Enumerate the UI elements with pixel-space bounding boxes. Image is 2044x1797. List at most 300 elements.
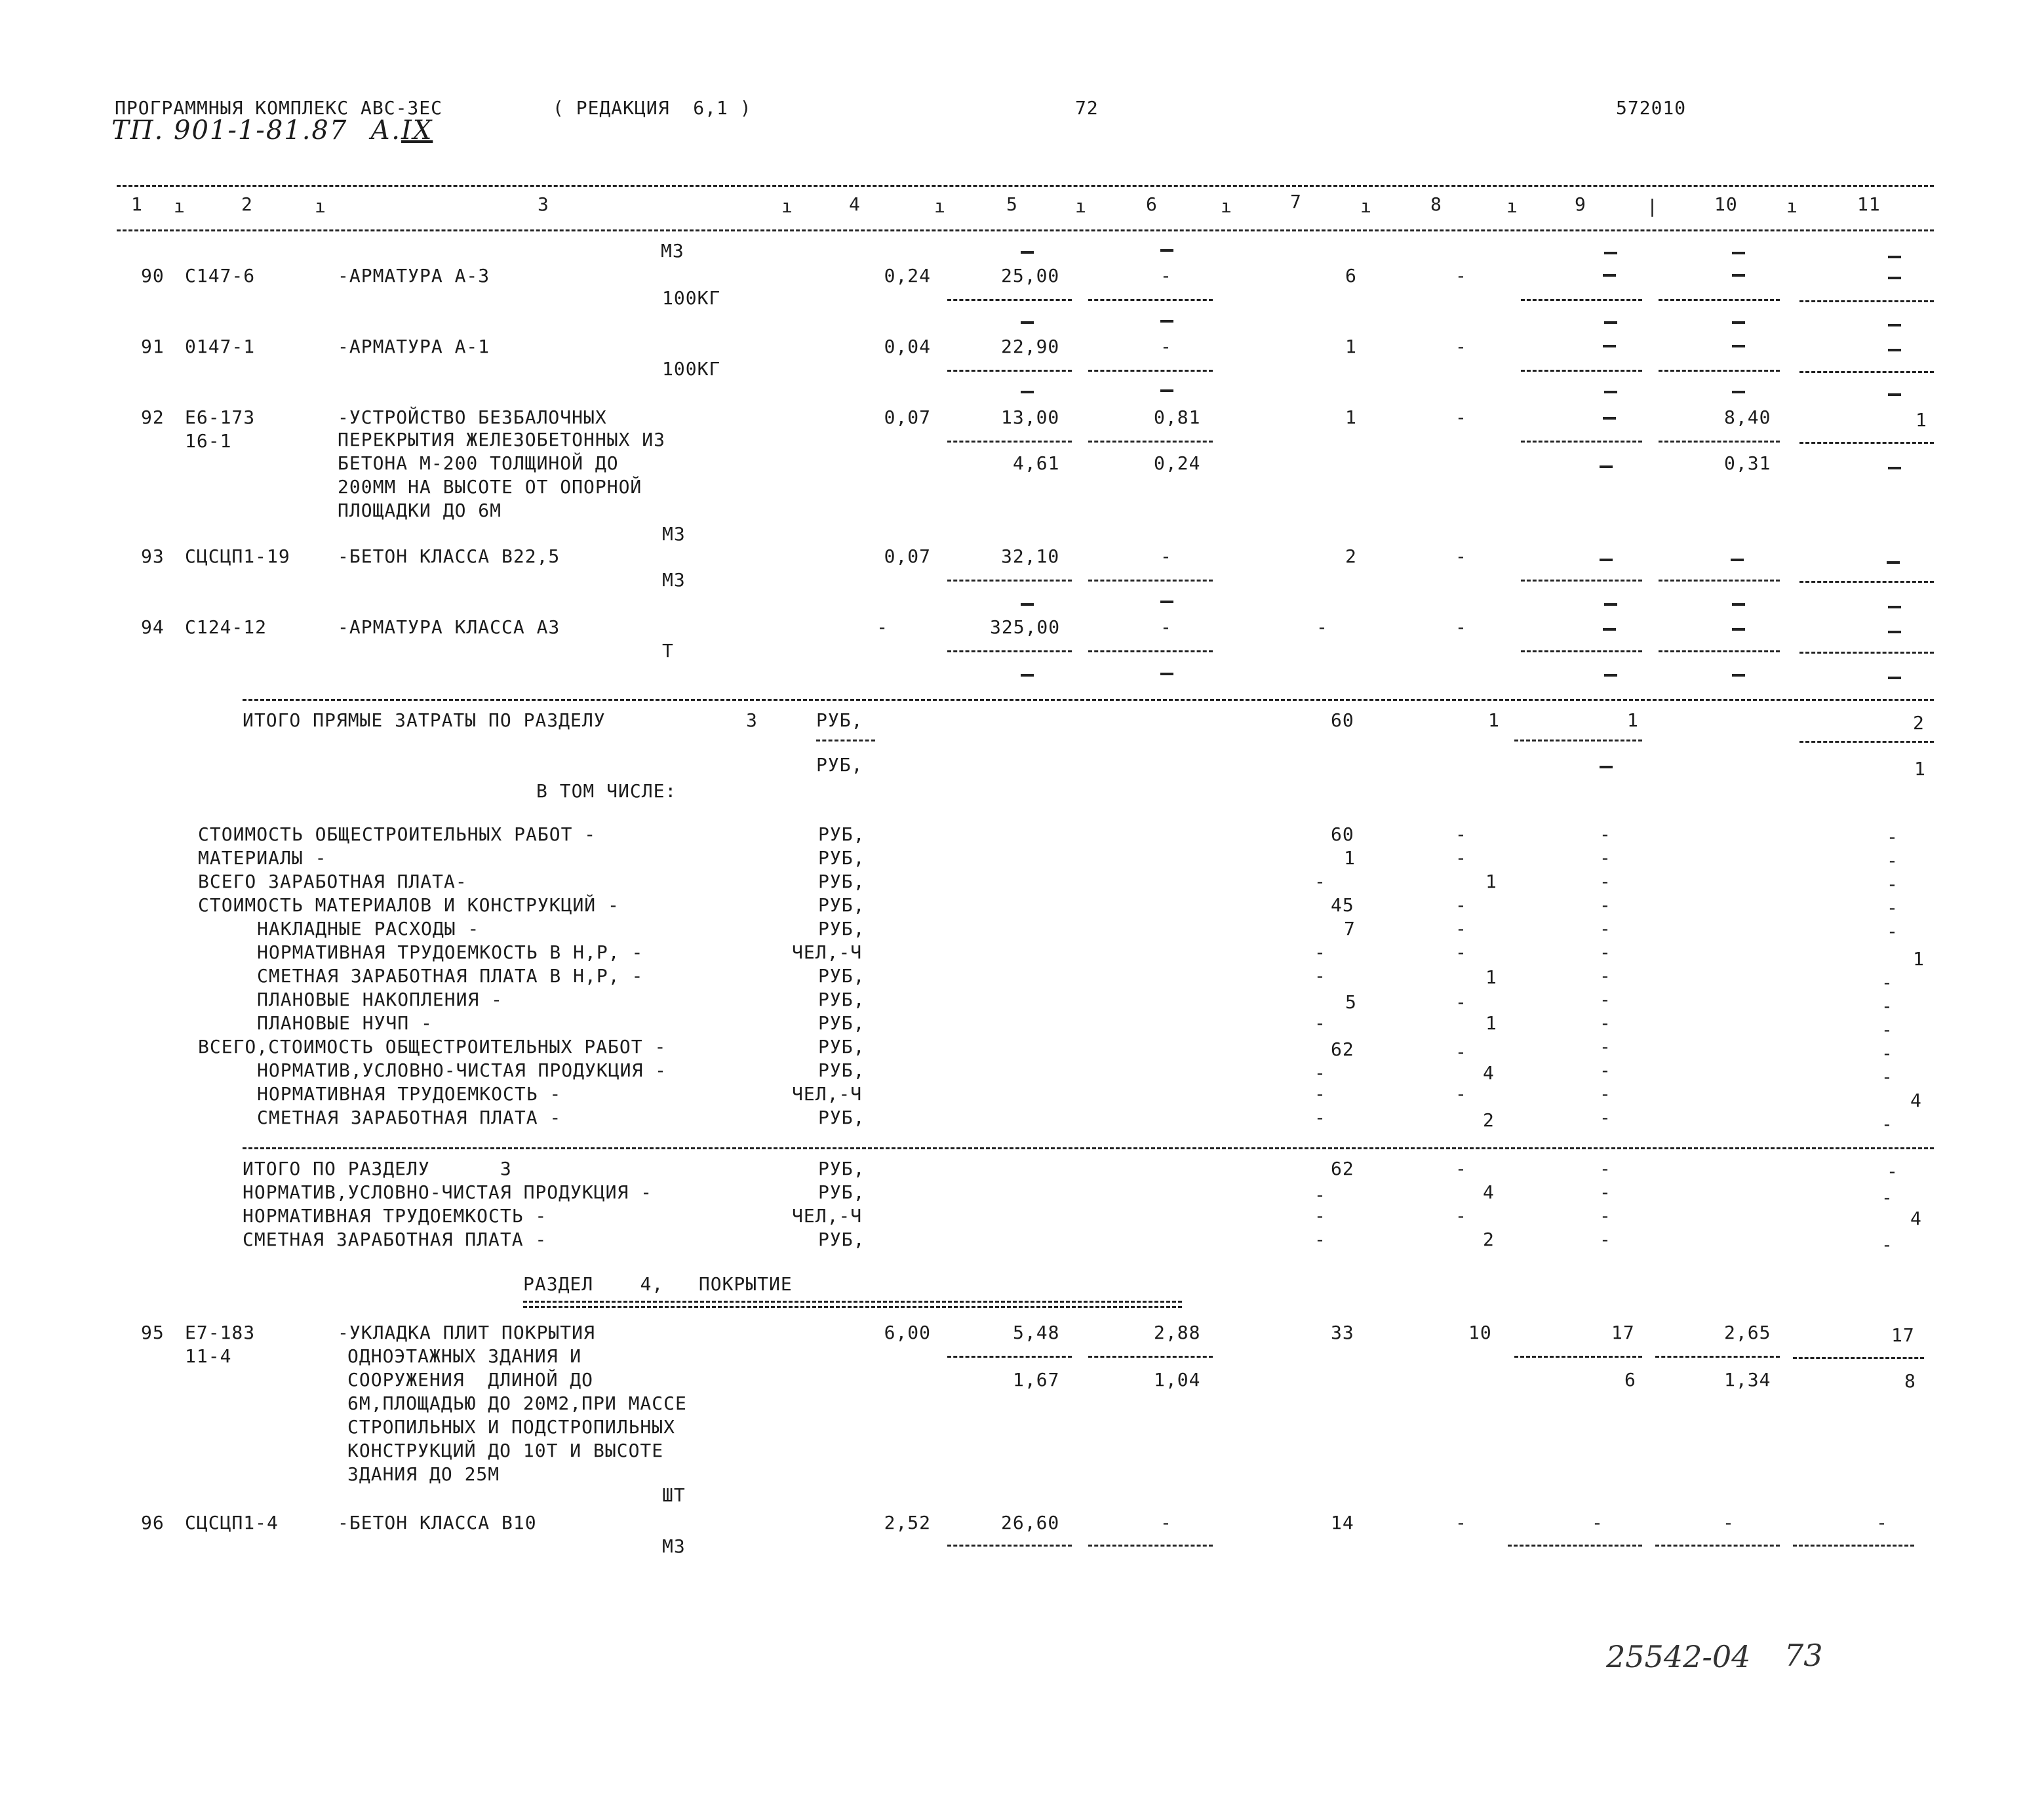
breakdown-c8: 1	[1485, 966, 1497, 988]
col-8: 8	[1430, 193, 1442, 215]
breakdown-c8: -	[1455, 941, 1467, 963]
section-total-unit: РУБ,	[818, 1158, 865, 1179]
cell-c6: 2,88	[1154, 1322, 1201, 1343]
breakdown-c7: -	[1314, 1083, 1326, 1105]
dash	[1887, 561, 1900, 564]
col-sep: ı	[1360, 195, 1372, 217]
col-sep: ı	[1075, 195, 1087, 217]
breakdown-c9: -	[1600, 941, 1611, 963]
breakdown-label: СТОИМОСТЬ ОБЩЕСТРОИТЕЛЬНЫХ РАБОТ -	[198, 823, 597, 845]
dash	[1732, 252, 1745, 254]
cell-c10-secondary: 1,34	[1724, 1369, 1771, 1391]
underline	[1659, 650, 1780, 652]
breakdown-c8: -	[1455, 1083, 1467, 1105]
section-total-c11: -	[1881, 1187, 1893, 1208]
cell-c11: 17	[1891, 1324, 1915, 1346]
underline	[1088, 1545, 1213, 1547]
row-code: С147-6	[185, 265, 256, 286]
cell-c8: -	[1455, 616, 1467, 638]
underline	[1088, 441, 1213, 443]
total-direct-c9: 1	[1627, 709, 1639, 731]
cell-c5-secondary: 1,67	[1013, 1369, 1060, 1391]
breakdown-c11: -	[1881, 1113, 1893, 1135]
section-total-label: ИТОГО ПО РАЗДЕЛУ 3	[243, 1158, 512, 1179]
underline	[1514, 740, 1642, 741]
breakdown-c11: 1	[1913, 948, 1925, 970]
dash	[1888, 277, 1901, 279]
dash	[1160, 320, 1173, 323]
underline	[1659, 299, 1780, 301]
col-3: 3	[538, 193, 549, 215]
col-1: 1	[131, 193, 143, 215]
dash	[1160, 673, 1173, 675]
col-sep: ı	[1786, 195, 1798, 217]
dash	[1888, 393, 1901, 396]
breakdown-unit: РУБ,	[818, 823, 865, 845]
section-total-rule	[243, 1147, 1934, 1149]
row-number: 91	[141, 336, 165, 357]
col-sep: |	[1647, 195, 1659, 217]
dash	[1160, 601, 1173, 603]
breakdown-c9: -	[1600, 1083, 1611, 1105]
row-name: СТРОПИЛЬНЫХ И ПОДСТРОПИЛЬНЫХ	[347, 1416, 676, 1438]
underline	[947, 299, 1072, 301]
underline	[1521, 299, 1642, 301]
dash	[1888, 256, 1901, 258]
section-title: РАЗДЕЛ 4, ПОКРЫТИЕ	[523, 1273, 793, 1295]
breakdown-unit: РУБ,	[818, 918, 865, 939]
section-total-c9: -	[1600, 1158, 1611, 1179]
underline	[1793, 1545, 1914, 1547]
breakdown-label: ВСЕГО,СТОИМОСТЬ ОБЩЕСТРОИТЕЛЬНЫХ РАБОТ -	[198, 1036, 667, 1057]
dash	[1021, 391, 1034, 393]
row-number: 92	[141, 406, 165, 428]
breakdown-label: НОРМАТИВНАЯ ТРУДОЕМКОСТЬ В Н,Р, -	[257, 941, 644, 963]
row-code: СЦСЦП1-4	[185, 1512, 279, 1533]
row-name: 6М,ПЛОЩАДЬЮ ДО 20М2,ПРИ МАССЕ	[347, 1392, 687, 1414]
cell-c5: 25,00	[1001, 265, 1060, 286]
cell-c8: -	[1455, 265, 1467, 286]
row-number: 95	[141, 1322, 165, 1343]
underline	[1799, 442, 1934, 444]
breakdown-label: СМЕТНАЯ ЗАРАБОТНАЯ ПЛАТА -	[257, 1107, 562, 1128]
breakdown-c7: -	[1314, 941, 1326, 963]
document-code: 572010	[1616, 97, 1687, 119]
album-letter: А.	[370, 115, 402, 146]
cell-c9: -	[1592, 1512, 1603, 1533]
breakdown-label: НОРМАТИВ,УСЛОВНО-ЧИСТАЯ ПРОДУКЦИЯ -	[257, 1059, 667, 1081]
col-11: 11	[1857, 193, 1881, 215]
breakdown-c8: 2	[1483, 1109, 1495, 1131]
underline	[1521, 580, 1642, 582]
section-total-c8: -	[1455, 1158, 1467, 1179]
row-name: -УСТРОЙСТВО БЕЗБАЛОЧНЫХ	[338, 406, 607, 428]
row-name: ЗДАНИЯ ДО 25М	[347, 1463, 500, 1485]
breakdown-c11: -	[1881, 972, 1893, 993]
breakdown-c7: -	[1314, 871, 1326, 892]
underline	[1659, 441, 1780, 443]
dash	[1021, 321, 1034, 324]
dash	[1732, 674, 1745, 677]
breakdown-c9: -	[1600, 847, 1611, 869]
breakdown-c8: -	[1455, 847, 1467, 869]
underline	[947, 650, 1072, 652]
cell-c5: 22,90	[1001, 336, 1060, 357]
row-unit: М3	[662, 523, 686, 545]
cell-c4: 0,04	[884, 336, 931, 357]
cell-c8: -	[1455, 406, 1467, 428]
dash	[1160, 389, 1173, 392]
underline	[1659, 580, 1780, 582]
breakdown-c8: -	[1455, 894, 1467, 916]
cell-c7: 1	[1345, 406, 1357, 428]
breakdown-c7: -	[1314, 1012, 1326, 1034]
cell-c5: 325,00	[990, 616, 1061, 638]
dash	[1603, 417, 1616, 420]
section-total-unit: РУБ,	[818, 1229, 865, 1250]
cell-c11: -	[1876, 1512, 1888, 1533]
underline	[947, 370, 1072, 372]
underline	[1659, 370, 1780, 372]
handwritten-archive-number: 25542-04	[1606, 1639, 1751, 1674]
cell-c6: 0,81	[1154, 406, 1201, 428]
section-total-c7: -	[1314, 1229, 1326, 1250]
page-number: 72	[1075, 97, 1099, 119]
breakdown-label: ВСЕГО ЗАРАБОТНАЯ ПЛАТА-	[198, 871, 467, 892]
total-direct-c11: 2	[1913, 712, 1925, 734]
underline	[1514, 1356, 1642, 1358]
col-2: 2	[241, 193, 253, 215]
dash	[1888, 349, 1901, 351]
section-total-c11: 4	[1910, 1208, 1922, 1229]
row-unit: 100КГ	[662, 358, 721, 380]
underline	[1799, 741, 1934, 743]
underline	[1088, 650, 1213, 652]
dash	[1732, 345, 1745, 347]
dash	[1888, 677, 1901, 679]
col-sep: ı	[174, 195, 186, 217]
breakdown-c11: -	[1887, 850, 1898, 871]
total-direct-c8: 1	[1488, 709, 1500, 731]
underline	[947, 441, 1072, 443]
row-name: -УКЛАДКА ПЛИТ ПОКРЫТИЯ	[338, 1322, 595, 1343]
dash	[1731, 559, 1744, 561]
cell-c8: 10	[1468, 1322, 1492, 1343]
header-bottom-rule	[117, 229, 1934, 231]
cell-c6: -	[1160, 336, 1172, 357]
dash	[1732, 391, 1745, 393]
dash	[1603, 345, 1616, 347]
dash	[1603, 628, 1616, 631]
cell-c6: -	[1160, 545, 1172, 567]
breakdown-c9: -	[1600, 871, 1611, 892]
row-name: ПЕРЕКРЫТИЯ ЖЕЛЕЗОБЕТОННЫХ ИЗ	[338, 429, 666, 450]
total-direct-c7: 60	[1331, 709, 1354, 731]
row-name: ОДНОЭТАЖНЫХ ЗДАНИЯ И	[347, 1345, 582, 1367]
breakdown-c7: 60	[1331, 823, 1354, 845]
cell-c5: 5,48	[1013, 1322, 1060, 1343]
breakdown-c11: 4	[1910, 1090, 1922, 1111]
cell-c7: 1	[1345, 336, 1357, 357]
cell-c4: 0,07	[884, 406, 931, 428]
breakdown-c9: -	[1600, 823, 1611, 845]
col-sep: ı	[1506, 195, 1518, 217]
handwritten-album	[370, 115, 433, 146]
underline	[1799, 581, 1934, 583]
breakdown-label: ПЛАНОВЫЕ НУЧП -	[257, 1012, 433, 1034]
breakdown-c9: -	[1600, 894, 1611, 916]
row-number: 96	[141, 1512, 165, 1533]
breakdown-c11: -	[1887, 873, 1898, 895]
breakdown-c11: -	[1887, 897, 1898, 918]
dash	[1888, 606, 1901, 608]
col-sep: ı	[1221, 195, 1232, 217]
dash	[1604, 674, 1617, 677]
cell-c5-secondary: 4,61	[1013, 452, 1060, 474]
cell-c10: 2,65	[1724, 1322, 1771, 1343]
dash	[1600, 559, 1613, 561]
cell-c11: 1	[1916, 409, 1927, 431]
dash	[1732, 321, 1745, 324]
row-unit: 100КГ	[662, 287, 721, 309]
col-5: 5	[1006, 193, 1018, 215]
dash	[1888, 467, 1901, 469]
cell-c9: 17	[1611, 1322, 1635, 1343]
underline	[1655, 1356, 1780, 1358]
section-total-c8: -	[1455, 1205, 1467, 1227]
row-number: 93	[141, 545, 165, 567]
cell-c8: -	[1455, 336, 1467, 357]
section-total-c11: -	[1887, 1160, 1898, 1182]
breakdown-c9: -	[1600, 965, 1611, 987]
total-direct-label: ИТОГО ПРЯМЫЕ ЗАТРАТЫ ПО РАЗДЕЛУ	[243, 709, 606, 731]
breakdown-label: ПЛАНОВЫЕ НАКОПЛЕНИЯ -	[257, 989, 503, 1010]
section-total-c7: 62	[1331, 1158, 1354, 1179]
breakdown-unit: РУБ,	[818, 871, 865, 892]
breakdown-unit: ЧЕЛ,-Ч	[792, 1083, 863, 1105]
handwritten-project-ref: ТП. 901-1-81.87	[111, 115, 348, 146]
breakdown-unit: ЧЕЛ,-Ч	[792, 941, 863, 963]
total-direct-section: 3	[746, 709, 758, 731]
row-unit: М3	[662, 1535, 686, 1557]
section-total-c8: 2	[1483, 1229, 1495, 1250]
breakdown-c9: -	[1600, 918, 1611, 939]
row-code: СЦСЦП1-19	[185, 545, 290, 567]
dash	[1888, 324, 1901, 326]
total-rule	[243, 699, 1934, 701]
cell-c7: 14	[1331, 1512, 1354, 1533]
total-direct-c11b: 1	[1914, 758, 1926, 780]
section-total-c7: -	[1314, 1184, 1326, 1206]
col-sep: ı	[781, 195, 793, 217]
dash	[1021, 603, 1034, 606]
breakdown-unit: РУБ,	[818, 894, 865, 916]
row-code-secondary: 16-1	[185, 430, 232, 452]
breakdown-c9: -	[1600, 1059, 1611, 1081]
underline	[947, 1545, 1072, 1547]
dash	[1600, 465, 1613, 468]
cell-c7: -	[1316, 616, 1328, 638]
dash	[1604, 603, 1617, 606]
row-name: -АРМАТУРА А-1	[338, 336, 490, 357]
dash	[1604, 391, 1617, 393]
including-label: В ТОМ ЧИСЛЕ:	[536, 780, 677, 802]
program-title: ПРОГРАММНЫЯ КОМПЛЕКС АВС-3ЕС	[115, 97, 443, 119]
breakdown-unit: РУБ,	[818, 1059, 865, 1081]
section-total-c8: 4	[1483, 1181, 1495, 1203]
breakdown-c8: -	[1455, 918, 1467, 939]
breakdown-c11: -	[1887, 920, 1898, 942]
cell-c6-secondary: 0,24	[1154, 452, 1201, 474]
cell-c11-secondary: 8	[1904, 1370, 1916, 1392]
dash	[1603, 274, 1616, 277]
cell-c5: 26,60	[1001, 1512, 1060, 1533]
breakdown-label: СТОИМОСТЬ МАТЕРИАЛОВ И КОНСТРУКЦИЙ -	[198, 894, 619, 916]
breakdown-c7: 62	[1331, 1038, 1354, 1060]
breakdown-unit: РУБ,	[818, 965, 865, 987]
row-name: СООРУЖЕНИЯ ДЛИНОЙ ДО	[347, 1369, 594, 1391]
row-unit: Т	[662, 640, 674, 662]
underline	[1508, 1545, 1642, 1547]
breakdown-c9: -	[1600, 1012, 1611, 1034]
cell-c4: 2,52	[884, 1512, 931, 1533]
cell-c7: 33	[1331, 1322, 1354, 1343]
cell-c6-secondary: 1,04	[1154, 1369, 1201, 1391]
section-total-c9: -	[1600, 1181, 1611, 1203]
underline	[1521, 441, 1642, 443]
dash	[1732, 274, 1745, 277]
section-total-unit: ЧЕЛ,-Ч	[792, 1205, 863, 1227]
cell-c4: 0,07	[884, 545, 931, 567]
breakdown-c11: -	[1881, 995, 1893, 1017]
breakdown-label: МАТЕРИАЛЫ -	[198, 847, 327, 869]
album-number: IX	[401, 115, 433, 146]
col-9: 9	[1575, 193, 1586, 215]
dash	[1888, 631, 1901, 633]
row-name: -АРМАТУРА А-3	[338, 265, 490, 286]
cell-c10: -	[1723, 1512, 1735, 1533]
breakdown-unit: РУБ,	[818, 1012, 865, 1034]
dash	[1021, 674, 1034, 677]
cell-c6: -	[1160, 616, 1172, 638]
breakdown-c11: -	[1881, 1019, 1893, 1040]
cell-c6: -	[1160, 265, 1172, 286]
col-7: 7	[1290, 191, 1302, 212]
cell-c8: -	[1455, 545, 1467, 567]
breakdown-c7: 45	[1331, 894, 1354, 916]
breakdown-unit: РУБ,	[818, 1036, 865, 1057]
row-unit: ШТ	[662, 1484, 686, 1506]
dash	[1604, 321, 1617, 324]
cell-c5: 32,10	[1001, 545, 1060, 567]
dash	[1604, 252, 1617, 254]
unit-label: М3	[661, 240, 684, 262]
cell-c10-secondary: 0,31	[1724, 452, 1771, 474]
underline	[1088, 299, 1213, 301]
total-direct-unit: РУБ,	[816, 709, 863, 731]
cell-c4: -	[876, 616, 888, 638]
row-number: 94	[141, 616, 165, 638]
underline	[1521, 370, 1642, 372]
breakdown-c11: -	[1881, 1042, 1893, 1064]
col-6: 6	[1146, 193, 1158, 215]
breakdown-c8: -	[1455, 823, 1467, 845]
section-total-label: НОРМАТИВ,УСЛОВНО-ЧИСТАЯ ПРОДУКЦИЯ -	[243, 1181, 653, 1203]
cell-c6: -	[1160, 1512, 1172, 1533]
handwritten-sheet-number: 73	[1784, 1638, 1823, 1673]
underline	[1088, 370, 1213, 372]
row-name: 200ММ НА ВЫСОТЕ ОТ ОПОРНОЙ	[338, 476, 642, 498]
underline	[816, 740, 875, 741]
col-sep: ı	[934, 195, 946, 217]
breakdown-c11: -	[1887, 826, 1898, 848]
section-total-label: НОРМАТИВНАЯ ТРУДОЕМКОСТЬ -	[243, 1205, 547, 1227]
breakdown-label: НАКЛАДНЫЕ РАСХОДЫ -	[257, 918, 480, 939]
breakdown-c8: 1	[1485, 871, 1497, 892]
row-name: -БЕТОН КЛАССА В10	[338, 1512, 537, 1533]
cell-c8: -	[1455, 1512, 1467, 1533]
col-4: 4	[849, 193, 861, 215]
row-unit: М3	[662, 569, 686, 591]
breakdown-c7: 7	[1344, 918, 1356, 939]
section-total-label: СМЕТНАЯ ЗАРАБОТНАЯ ПЛАТА -	[243, 1229, 547, 1250]
breakdown-label: НОРМАТИВНАЯ ТРУДОЕМКОСТЬ -	[257, 1083, 562, 1105]
section-total-c11: -	[1881, 1234, 1893, 1255]
cell-c4: 6,00	[884, 1322, 931, 1343]
section-title-double-rule	[523, 1301, 1182, 1308]
col-sep: ı	[315, 195, 326, 217]
section-total-c9: -	[1600, 1229, 1611, 1250]
breakdown-c7: 1	[1344, 847, 1356, 869]
section-total-c7: -	[1314, 1205, 1326, 1227]
row-code: С124-12	[185, 616, 267, 638]
dash	[1021, 251, 1034, 254]
col-10: 10	[1714, 193, 1738, 215]
breakdown-c7: -	[1314, 1062, 1326, 1084]
total-direct-unit2: РУБ,	[816, 754, 863, 776]
breakdown-c7: -	[1314, 965, 1326, 987]
row-number: 90	[141, 265, 165, 286]
row-code: Е6-173	[185, 406, 256, 428]
breakdown-c8: -	[1455, 991, 1467, 1013]
breakdown-c9: -	[1600, 989, 1611, 1010]
breakdown-unit: РУБ,	[818, 989, 865, 1010]
underline	[1799, 371, 1934, 373]
breakdown-c9: -	[1600, 1036, 1611, 1057]
breakdown-c7: 5	[1345, 991, 1357, 1013]
section-total-unit: РУБ,	[818, 1181, 865, 1203]
breakdown-c8: 1	[1485, 1012, 1497, 1034]
row-code-secondary: 11-4	[185, 1345, 232, 1367]
breakdown-c8: 4	[1483, 1062, 1495, 1084]
underline	[1088, 1356, 1213, 1358]
edition-label: ( РЕДАКЦИЯ 6,1 )	[553, 97, 752, 119]
underline	[1799, 300, 1934, 302]
section-total-c9: -	[1600, 1205, 1611, 1227]
underline	[1521, 650, 1642, 652]
breakdown-c7: -	[1314, 1107, 1326, 1128]
row-name: -АРМАТУРА КЛАССА А3	[338, 616, 560, 638]
underline	[1088, 580, 1213, 582]
table-top-rule	[117, 185, 1934, 187]
breakdown-c9: -	[1600, 1107, 1611, 1128]
row-code: Е7-183	[185, 1322, 256, 1343]
underline	[947, 1356, 1072, 1358]
breakdown-c11: -	[1881, 1066, 1893, 1088]
dash	[1732, 628, 1745, 631]
breakdown-unit: РУБ,	[818, 847, 865, 869]
cell-c7: 2	[1345, 545, 1357, 567]
